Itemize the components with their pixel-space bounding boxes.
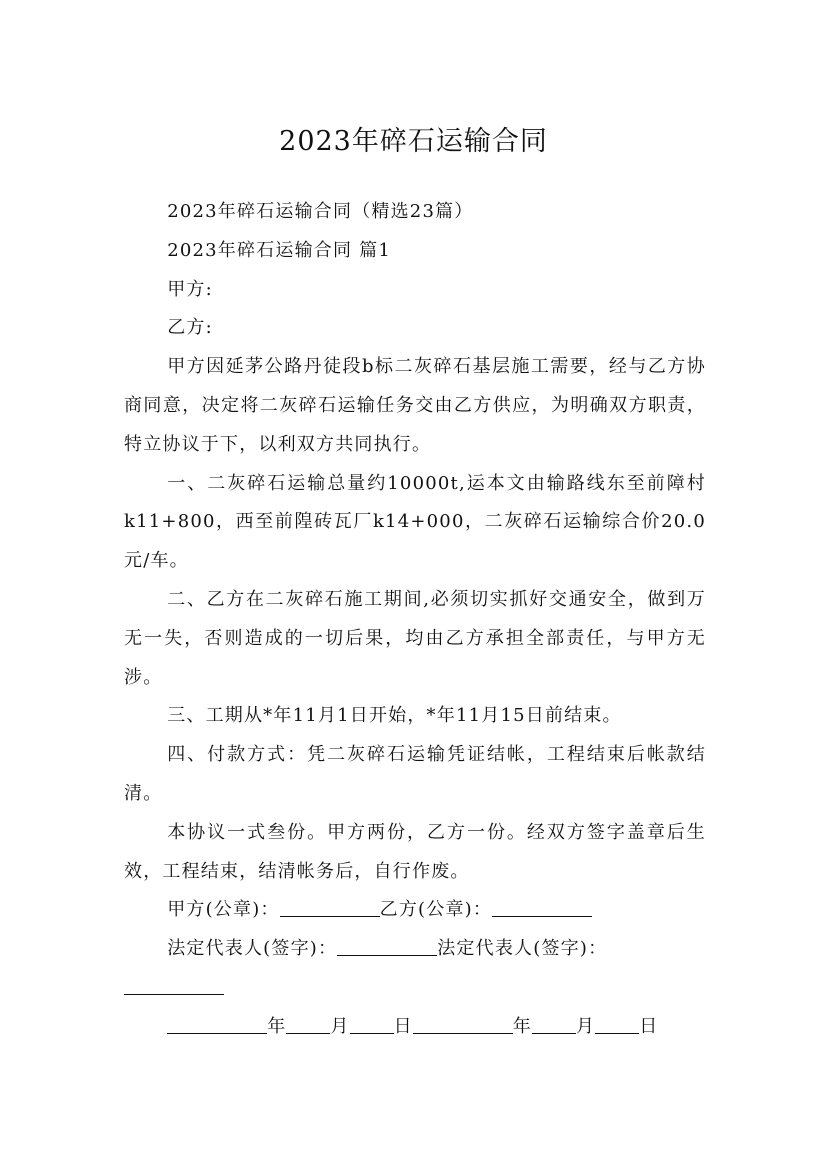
party-b-seal-blank [492, 898, 592, 917]
party-b-seal-label: 乙方(公章)： [379, 899, 493, 921]
clause-3: 三、工期从*年11月1日开始，*年11月15日前结束。 [167, 705, 622, 727]
date-b-year-blank [413, 1015, 513, 1034]
date-b-month-blank [532, 1015, 576, 1034]
document-title: 2023年碎石运输合同 [279, 126, 548, 158]
date-b-month: 月 [576, 1015, 596, 1037]
intro-paragraph: 甲方因延茅公路丹徒段b标二灰碎石基层施工需要，经与乙方协商同意，决定将二灰碎石运输任务交由乙方供应，为明确双方职责，特立协议于下，以利双方共同执行。 [124, 356, 706, 455]
date-b-day-blank [595, 1015, 639, 1034]
date-b-day: 日 [639, 1015, 659, 1037]
subtitle: 2023年碎石运输合同（精选23篇） [167, 201, 474, 222]
seal-line [124, 891, 706, 930]
rep-a-blank [337, 937, 437, 956]
party-a-seal-label: 甲方(公章)： [167, 899, 280, 921]
rep-b-blank-line [124, 969, 706, 1008]
document-body [124, 193, 706, 1047]
rep-b-label: 法定代表人(签字)： [437, 938, 608, 960]
date-a-month: 月 [330, 1015, 350, 1037]
rep-b-blank [124, 976, 224, 995]
clause-4: 四、付款方式：凭二灰碎石运输凭证结帐，工程结束后帐款结清。 [124, 744, 706, 804]
date-a-year-blank [167, 1015, 267, 1034]
representative-line [124, 930, 706, 969]
date-b-year: 年 [512, 1015, 532, 1037]
clause-1: 一、二灰碎石运输总量约10000t,运本文由输路线东至前障村k11+800，西至前隍砖瓦厂k14+000，二灰碎石运输综合价20.0元/车。 [124, 472, 706, 572]
date-a-day: 日 [393, 1015, 413, 1037]
date-a-day-blank [350, 1015, 394, 1034]
date-line [124, 1008, 706, 1047]
section-heading: 2023年碎石运输合同 篇1 [167, 239, 391, 261]
party-a-seal-blank [280, 898, 380, 917]
party-a-label: 甲方: [167, 278, 213, 300]
date-a-year: 年 [267, 1015, 287, 1037]
closing-paragraph: 本协议一式叁份。甲方两份，乙方一份。经双方签字盖章后生效，工程结束，结清帐务后，自行作废。 [124, 821, 706, 882]
rep-a-label: 法定代表人(签字)： [167, 938, 338, 960]
party-b-label: 乙方: [167, 317, 213, 339]
clause-2: 二、乙方在二灰碎石施工期间,必须切实抓好交通安全，做到万无一失，否则造成的一切后果，均由乙方承担全部责任，与甲方无涉。 [124, 588, 706, 688]
date-a-month-blank [286, 1015, 330, 1034]
